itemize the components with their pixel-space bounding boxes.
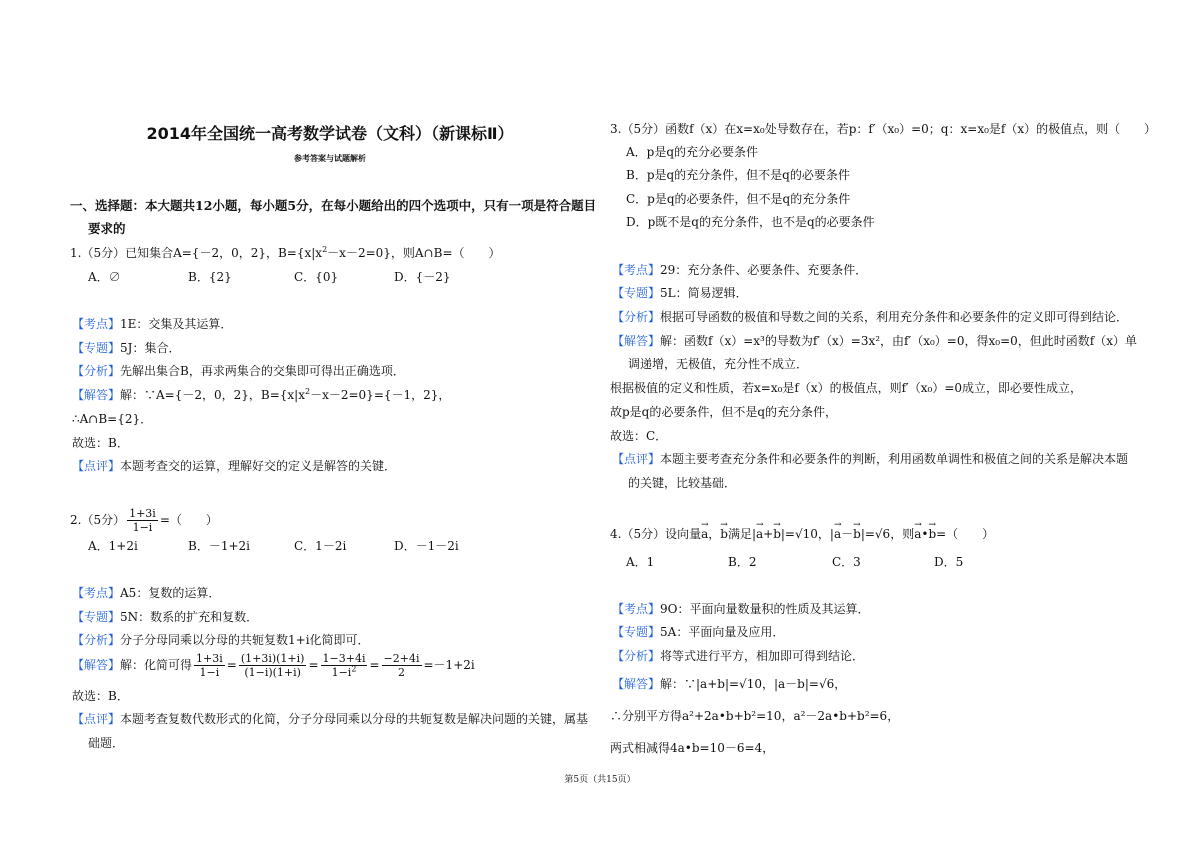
q3-dianping-cont: 的关键，比较基础． (628, 476, 737, 490)
q1-dianping: 【点评】本题考查交的运算，理解好交的定义是解答的关键． (72, 459, 397, 473)
q2-option-c: C．1－2i (294, 539, 347, 553)
q3-option-b: B．p是q的充分条件，但不是q的必要条件 (626, 168, 850, 182)
q3-line-4: 故p是q的必要条件，但不是q的充分条件， (610, 405, 838, 419)
q1-choice: 故选：B． (72, 436, 129, 450)
q3-stem: 3.（5分）函数f（x）在x=x₀处导数存在，若p：f′（x₀）=0；q：x=x₀是f（x）的极值点，则（ ） (610, 122, 1157, 136)
q2-stem: 2.（5分） $\frac{1+3i}{1-i}$ =（ ） (70, 507, 218, 534)
q2-kaodian: 【考点】A5：复数的运算． (72, 586, 221, 600)
q4-jieda: 【解答】解：∵|a+b|=√10，|a－b|=√6， (612, 677, 847, 691)
q3-fenxi: 【分析】根据可导函数的极值和导数之间的关系，利用充分条件和必要条件的定义即可得到结论． (612, 310, 1129, 324)
q1-option-b: B．{2} (188, 270, 232, 284)
q1-kaodian: 【考点】1E：交集及其运算． (72, 317, 233, 331)
q4-option-a: A．1 (626, 555, 655, 569)
q4-stem: 4.（5分）设向量→ a，→ b满足|→ a+→ b|=√10，|→ a－→ b|=√6，则→ a•→ b=（ ） (610, 526, 994, 542)
page-subtitle: 参考答案与试题解析 (294, 154, 366, 163)
q1-stem: 1.（5分）已知集合A={－2，0，2}，$B=\{x|x^2-x-2=0\}$，则A∩B=（ ） (70, 245, 501, 260)
q2-option-a: A．1+2i (88, 539, 138, 553)
q2-option-b: B．－1+2i (188, 539, 250, 553)
q3-choice: 故选：C． (610, 429, 668, 443)
section-heading: 一、选择题：本大题共12小题，每小题5分，在每小题给出的四个选项中，只有一项是符合题目 (70, 198, 597, 213)
q1-zhuanti: 【专题】5J：集合． (72, 341, 181, 355)
q2-options (88, 538, 459, 554)
page-footer: 第5页（共15页） (564, 775, 636, 785)
q4-option-b: B．2 (728, 555, 757, 569)
q1-option-d: D．{－2} (394, 270, 451, 284)
q3-option-a: A．p是q的充分必要条件 (626, 145, 759, 159)
q1-options (88, 269, 451, 285)
q2-dianping-cont: 础题． (88, 736, 125, 750)
q4-fenxi: 【分析】将等式进行平方，相加即可得到结论． (612, 649, 865, 663)
q1-option-a: A．∅ (88, 270, 121, 284)
q1-fenxi: 【分析】先解出集合B，再求两集合的交集即可得出正确选项． (72, 364, 405, 378)
q1-jieda: 【解答】解：∵A={－2，0，2}，$B=\{x|x^2-x-2=0\}=\{-1$，2}， (72, 387, 451, 402)
q3-kaodian: 【考点】29：充分条件、必要条件、充要条件． (612, 263, 868, 277)
q2-choice: 故选：B． (72, 689, 129, 703)
q4-line-3: 两式相减得4a•b=10－6=4， (610, 741, 775, 755)
q3-jieda: 【解答】解：函数f（x）=x³的导数为f′（x）=3x²，由f′（x₀）=0，得x₀=0，但此时函数f（x）单 (612, 334, 1137, 348)
q2-option-d: D．－1－2i (394, 539, 459, 553)
q4-option-d: D．5 (934, 555, 964, 569)
q2-fraction: $\frac{1+3i}{1-i}$ (129, 507, 156, 534)
section-heading-cont: 要求的 (88, 221, 126, 236)
q2-dianping: 【点评】本题考查复数代数形式的化简，分子分母同乘以分母的共轭复数是解决问题的关键，属基 (72, 712, 589, 726)
q1-option-c: C．{0} (294, 270, 339, 284)
q4-option-c: C．3 (832, 555, 861, 569)
q1-result: ∴A∩B={2}． (72, 412, 153, 426)
q3-option-d: D．p既不是q的充分条件，也不是q的必要条件 (626, 215, 875, 229)
q2-zhuanti: 【专题】5N：数系的扩充和复数． (72, 610, 259, 624)
q4-zhuanti: 【专题】5A：平面向量及应用． (612, 625, 785, 639)
q3-dianping: 【点评】本题主要考查充分条件和必要条件的判断，利用函数单调性和极值之间的关系是解决本题 (612, 452, 1129, 466)
q3-zhuanti: 【专题】5L：简易逻辑． (612, 286, 748, 300)
q4-kaodian: 【考点】9O：平面向量数量积的性质及其运算． (612, 602, 870, 616)
q3-option-c: C．p是q的必要条件，但不是q的充分条件 (626, 192, 851, 206)
q2-fenxi: 【分析】分子分母同乘以分母的共轭复数1+i化简即可． (72, 633, 370, 647)
page-title: 2014年全国统一高考数学试卷（文科）（新课标Ⅱ） (146, 124, 514, 143)
q4-line-2: ∴分别平方得a²+2a•b+b²=10，a²－2a•b+b²=6， (610, 709, 900, 723)
q3-line-3: 根据极值的定义和性质，若x=x₀是f（x）的极值点，则f′（x₀）=0成立，即必要性成立， (610, 381, 1083, 395)
q3-jieda-cont: 调递增，无极值，充分性不成立． (628, 357, 809, 371)
q4-options (626, 554, 963, 570)
q2-jieda: 【解答】解：化简可得 $\frac{1+3i}{1-i}$ = $\frac{(1+3i)(1+i)}{(1-i)(1+i)}$ = $\frac{1-3+4i}{1-i^2}$ = $\frac{-2+4i}{2}$ =－1+2i (72, 652, 475, 679)
